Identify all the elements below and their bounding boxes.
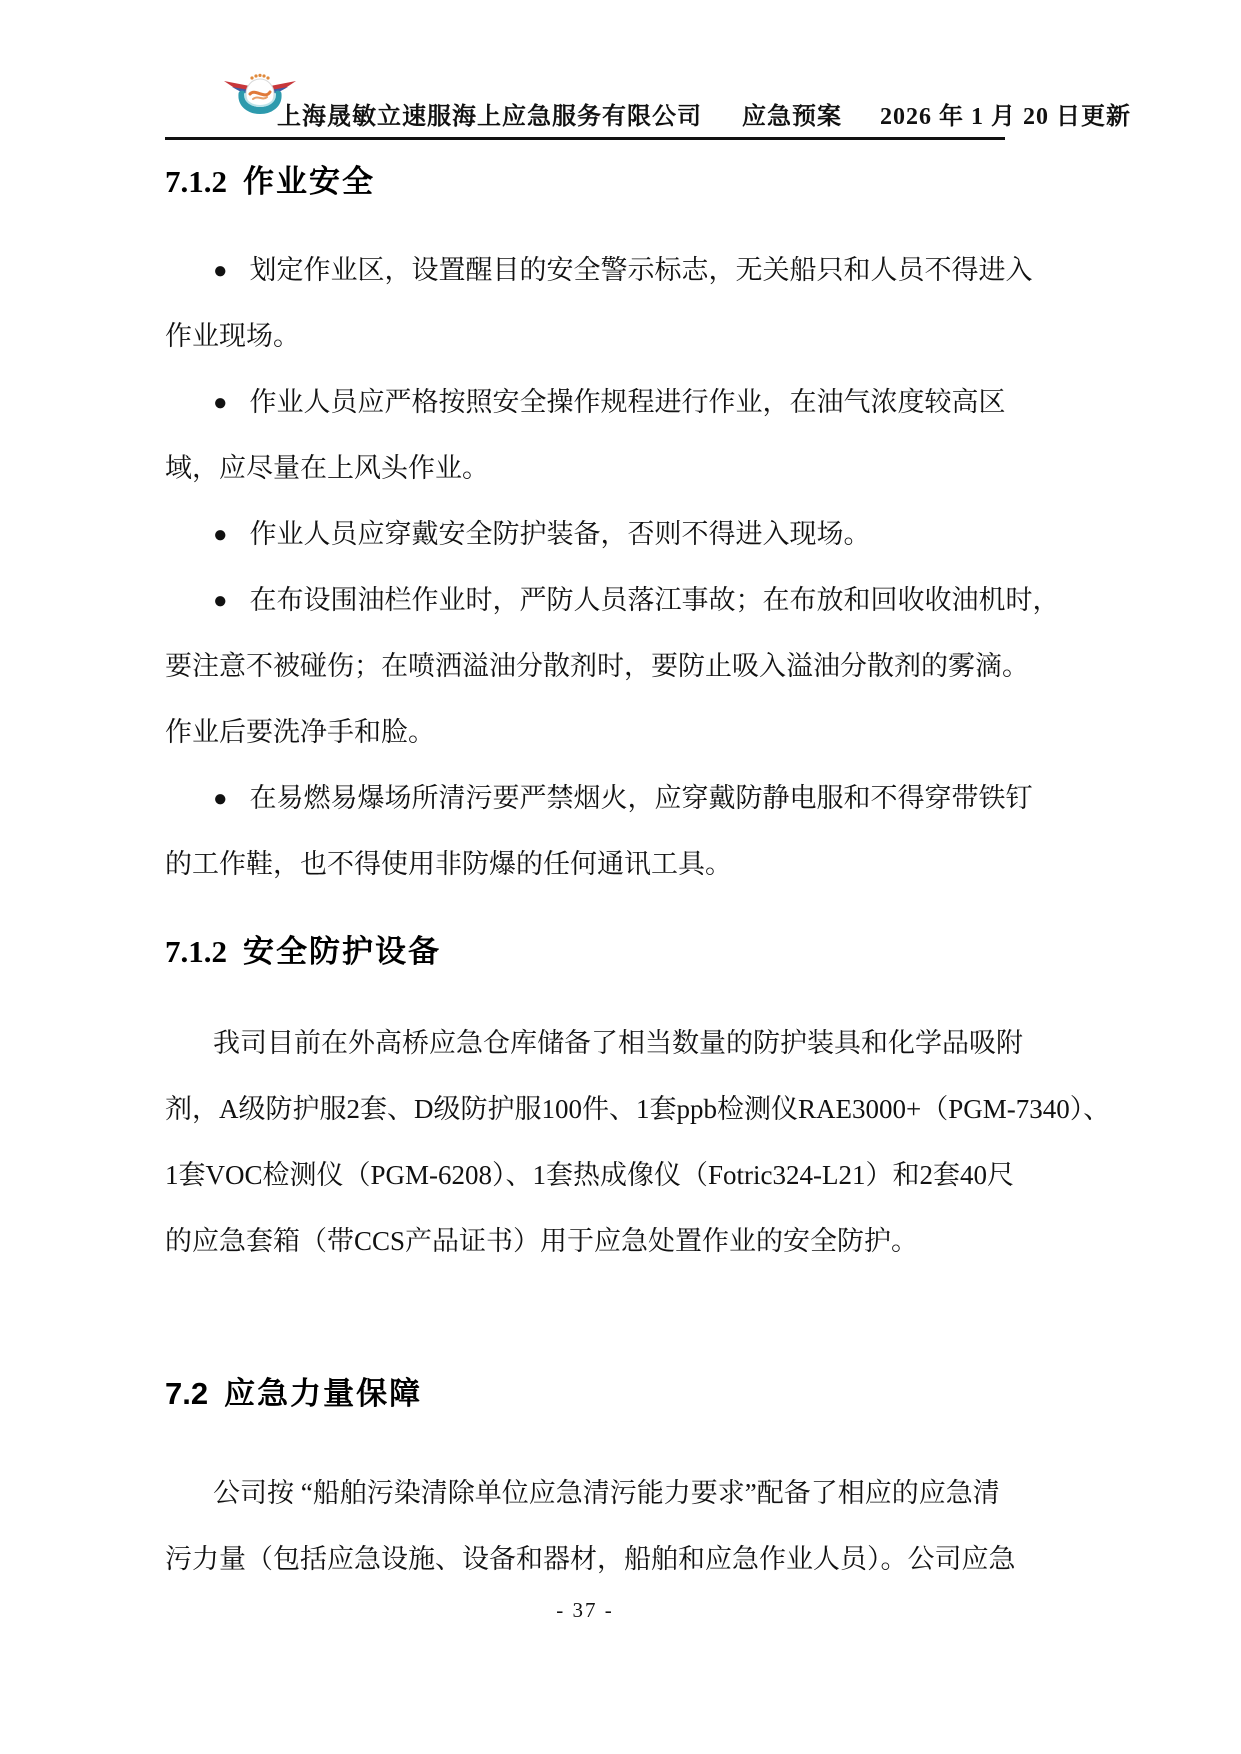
header-update-date: 2026 年 1 月 20 日更新 [880,104,1131,130]
page-header [277,96,1131,131]
section-title: 安全防护设备 [243,934,441,969]
bullet-text: 作业现场。 [165,321,300,351]
paragraph-line: 1套VOC检测仪（PGM-6208）、1套热成像仪（Fotric324-L21）和2套40尺 [165,1160,1014,1190]
paragraph-line: 公司按 “船舶污染清除单位应急清污能力要求”配备了相应的应急清 [213,1478,1000,1508]
bullet-text: 在易燃易爆场所清污要严禁烟火，应穿戴防静电服和不得穿带铁钉 [249,783,1033,813]
section-number: 7.2 [165,1376,209,1411]
header-doc-type: 应急预案 [742,104,842,130]
bullet-icon: ● [213,786,228,812]
safety-equipment-paragraph [165,1010,1111,1274]
bullet-icon: ● [213,258,228,284]
bullet-line [165,369,1005,435]
header-rule [165,137,1005,140]
section-heading-emergency-force [165,1368,422,1413]
section-title: 应急力量保障 [224,1376,423,1411]
bullet-text: 在布设围油栏作业时，严防人员落江事故；在布放和回收收油机时， [249,585,1060,615]
section-heading-safety-equipment [165,926,441,971]
section-number: 7.1.2 [165,934,227,969]
bullet-text: 的工作鞋，也不得使用非防爆的任何通讯工具。 [165,849,732,879]
paragraph-line: 我司目前在外高桥应急仓库储备了相当数量的防护装具和化学品吸附 [213,1028,1023,1058]
bullet-text: 划定作业区，设置醒目的安全警示标志，无关船只和人员不得进入 [249,255,1033,285]
section-heading-ops-safety [165,156,375,201]
section-number: 7.1.2 [165,164,227,199]
bullet-line [165,765,1033,831]
paragraph-line: 污力量（包括应急设施、设备和器材，船舶和应急作业人员）。公司应急 [165,1544,1016,1574]
bullet-icon: ● [213,522,228,548]
page-number: - 37 - [556,1598,614,1622]
bullet-icon: ● [213,390,228,416]
bullet-icon: ● [213,588,228,614]
header-company-name: 上海晟敏立速服海上应急服务有限公司 [277,104,702,130]
emergency-force-paragraph [165,1460,1016,1592]
bullet-text: 域，应尽量在上风头作业。 [165,453,489,483]
ops-safety-bullet-list [165,237,1060,897]
paragraph-line: 剂，A级防护服2套、D级防护服100件、1套ppb检测仪RAE3000+（PGM-7340）、 [165,1094,1111,1124]
bullet-text: 要注意不被碰伤；在喷洒溢油分散剂时，要防止吸入溢油分散剂的雾滴。 [165,651,1029,681]
bullet-text: 作业人员应穿戴安全防护装备，否则不得进入现场。 [249,519,871,549]
bullet-line [165,237,1033,303]
bullet-text: 作业人员应严格按照安全操作规程进行作业，在油气浓度较高区 [249,387,1006,417]
paragraph-line: 的应急套箱（带CCS产品证书）用于应急处置作业的安全防护。 [165,1226,919,1256]
bullet-line [165,501,1005,567]
bullet-line [165,567,1060,633]
section-title: 作业安全 [243,164,375,199]
bullet-text: 作业后要洗净手和脸。 [165,717,435,747]
